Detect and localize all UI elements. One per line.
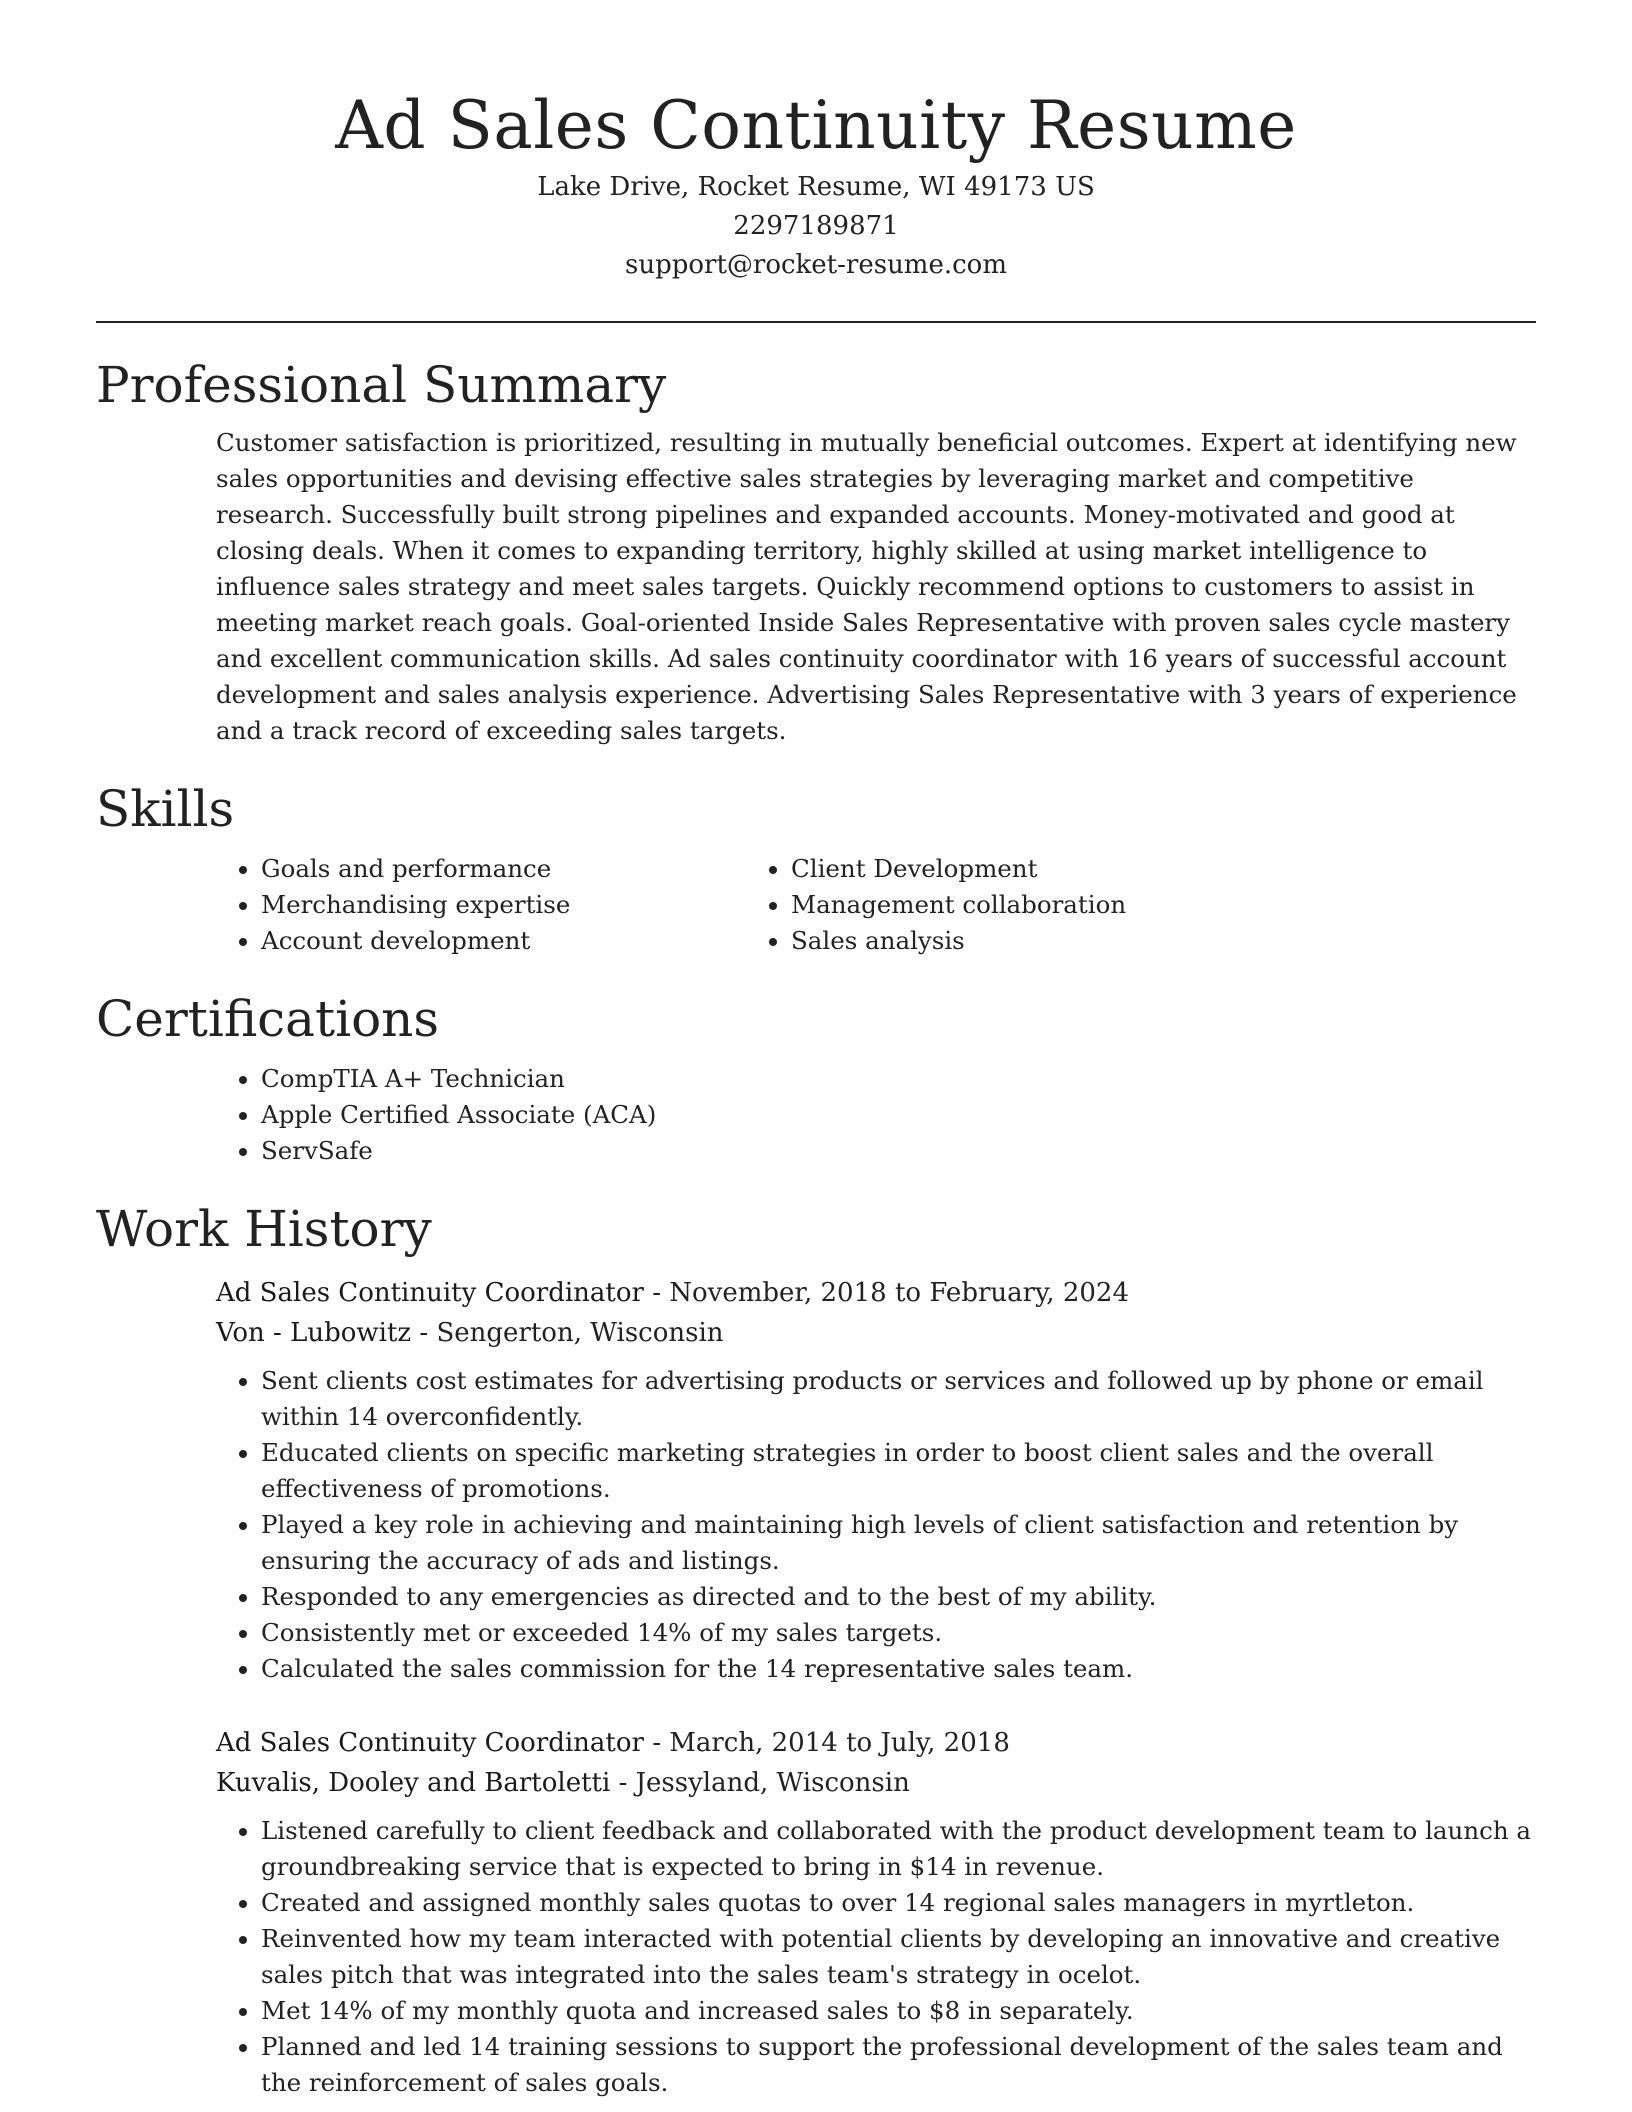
job-bullet: • Calculated the sales commission for the 14 representative sales team. (261, 1651, 1536, 1687)
certification-item: • CompTIA A+ Technician (261, 1061, 1536, 1097)
skills-grid (96, 851, 1536, 959)
job-company-line (216, 1313, 1536, 1353)
contact-address: Lake Drive, Rocket Resume, WI 49173 US (537, 172, 1095, 202)
job-bullet: • Consistently met or exceeded 14% of my sales targets. (261, 1615, 1536, 1651)
skill-item: • Goals and performance (261, 851, 746, 887)
job-title: Ad Sales Continuity Coordinator (216, 1728, 644, 1758)
job-title-line (216, 1273, 1536, 1313)
job-bullets (216, 1363, 1536, 1687)
job-company: Von - Lubowitz (216, 1318, 412, 1348)
skill-item: • Sales analysis (791, 923, 1536, 959)
job-location: - Jessyland, Wisconsin (610, 1768, 910, 1798)
work-history-heading: Work History (96, 1200, 432, 1258)
job-company-line (216, 1763, 1536, 1803)
job-title: Ad Sales Continuity Coordinator (216, 1278, 644, 1308)
job-title-line (216, 1723, 1536, 1763)
skill-item: • Account development (261, 923, 746, 959)
job-entry (216, 1273, 1536, 1687)
skill-item: • Client Development (791, 851, 1536, 887)
certification-item: • Apple Certified Associate (ACA) (261, 1097, 1536, 1133)
work-history-section (96, 1197, 1536, 2101)
skill-item: • Management collaboration (791, 887, 1536, 923)
header-divider (96, 321, 1536, 323)
job-bullet: • Created and assigned monthly sales quotas to over 14 regional sales managers in myrtleton. (261, 1885, 1536, 1921)
contact-info (96, 168, 1536, 285)
skill-item: • Merchandising expertise (261, 887, 746, 923)
job-location: - Sengerton, Wisconsin (411, 1318, 724, 1348)
certifications-list (96, 1061, 1536, 1169)
summary-text: Customer satisfaction is prioritized, resulting in mutually beneficial outcomes. Expert at identifying new sales opportunities and devising effective sales strategies by leveraging market and competitive research. Successfully built strong pipelines and expanded accounts. Money-motivated and good at closing deals. When it comes to expanding territory, highly skilled at using market intelligence to influence sales strategy and meet sales targets. Quickly recommend options to customers to assist in meeting market reach goals. Goal-oriented Inside Sales Representative with proven sales cycle mastery and excellent communication skills. Ad sales continuity coordinator with 16 years of successful account development and sales analysis experience. Advertising Sales Representative with 3 years of experience and a track record of exceeding sales targets. (216, 428, 1517, 745)
resume-name: Ad Sales Continuity Resume (335, 87, 1297, 164)
job-company: Kuvalis, Dooley and Bartoletti (216, 1768, 611, 1798)
job-bullet: • Educated clients on specific marketing strategies in order to boost client sales and the overall effectiveness of promotions. (261, 1435, 1536, 1507)
job-bullet: • Responded to any emergencies as directed and to the best of my ability. (261, 1579, 1536, 1615)
job-dates: - November, 2018 to February, 2024 (643, 1278, 1129, 1308)
job-bullet: • Listened carefully to client feedback and collaborated with the product development team to launch a groundbreaking service that is expected to bring in $14 in revenue. (261, 1813, 1536, 1885)
resume-header (96, 0, 1536, 285)
skills-list-left (96, 851, 746, 959)
job-bullets (216, 1813, 1536, 2101)
contact-email: support@rocket-resume.com (624, 250, 1007, 280)
summary-heading: Professional Summary (96, 356, 667, 414)
certification-item: • ServSafe (261, 1133, 1536, 1169)
skills-heading: Skills (96, 780, 235, 838)
job-bullet: • Planned and led 14 training sessions to support the professional development of the sales team and the reinforcement of sales goals. (261, 2029, 1536, 2101)
job-bullet: • Sent clients cost estimates for advertising products or services and followed up by phone or email within 14 overconfidently. (261, 1363, 1536, 1435)
job-bullet: • Met 14% of my monthly quota and increased sales to $8 in separately. (261, 1993, 1536, 2029)
job-dates: - March, 2014 to July, 2018 (643, 1728, 1010, 1758)
job-bullet: • Reinvented how my team interacted with potential clients by developing an innovative and creative sales pitch that was integrated into the sales team's strategy in ocelot. (261, 1921, 1536, 1993)
summary-section (96, 353, 1536, 749)
skills-list-right (746, 851, 1536, 959)
certifications-section (96, 987, 1536, 1169)
job-entry (216, 1723, 1536, 2101)
contact-phone: 2297189871 (733, 211, 899, 241)
certifications-heading: Certifications (96, 990, 440, 1048)
skills-section (96, 777, 1536, 959)
job-bullet: • Played a key role in achieving and maintaining high levels of client satisfaction and retention by ensuring the accuracy of ads and listings. (261, 1507, 1536, 1579)
